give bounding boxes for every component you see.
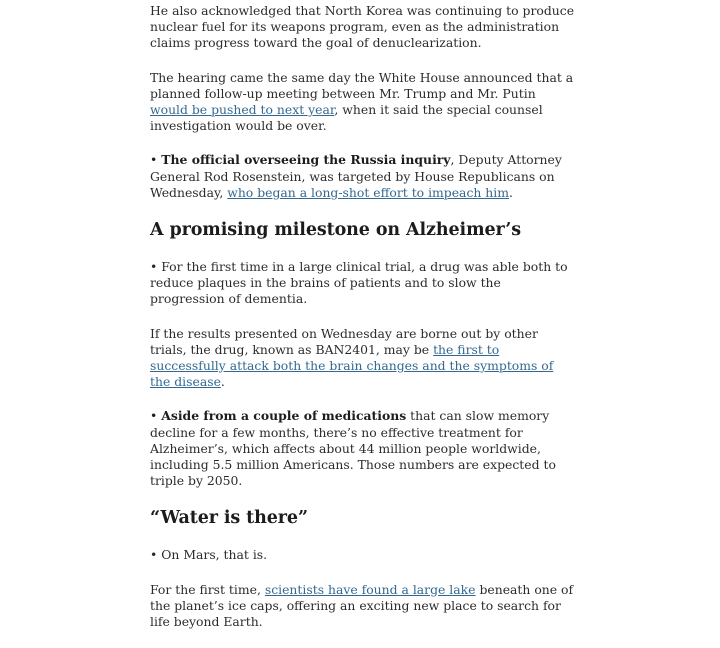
bullet: • [150, 152, 158, 168]
bold-lead: Aside from a couple of medications [161, 408, 407, 424]
link-brain-changes[interactable]: the first to successfully attack both the brain changes and the symptoms of the disease [150, 341, 554, 390]
paragraph-text: , Deputy Attorney General Rod Rosenstein, was targeted by House Republicans on Wednesday, [150, 152, 562, 200]
paragraph-ban2401 [150, 326, 575, 391]
paragraph-text: beneath one of the planet’s ice caps, offering an exciting new place to search for life beyond Earth. [150, 581, 574, 630]
paragraph-text: • For the first time in a large clinical trial, a drug was able both to reduce plaques in the brains of patients and to slow the progression of dementia. [150, 259, 568, 307]
paragraph-text: , when it said the special counsel investigation would be over. [150, 102, 543, 134]
paragraph-rosenstein [150, 152, 575, 201]
paragraph-north-korea [150, 3, 575, 52]
paragraph-text: . [509, 184, 513, 200]
link-impeach-effort[interactable]: who began a long-shot effort to impeach him [227, 184, 509, 200]
paragraph-hearing [150, 70, 575, 135]
paragraph-lake [150, 582, 575, 631]
link-large-lake[interactable]: scientists have found a large lake [264, 581, 476, 597]
section-heading-water: “Water is there” [150, 508, 308, 529]
paragraph-mars [150, 547, 575, 563]
bold-lead: The official overseeing the Russia inquiry [161, 152, 451, 168]
paragraph-text: • On Mars, that is. [150, 547, 268, 563]
section-heading-alzheimers: A promising milestone on Alzheimer’s [150, 220, 522, 241]
paragraph-text: For the first time, [150, 581, 265, 597]
paragraph-text: The hearing came the same day the White House announced that a planned follow-up meeting between Mr. Trump and Mr. Putin [150, 69, 574, 101]
paragraph-medications [150, 408, 575, 489]
paragraph-text: He also acknowledged that North Korea was continuing to produce nuclear fuel for its weapons program, even as the administration claims progress toward the goal of denuclearization. [150, 3, 575, 51]
paragraph-text: that can slow memory decline for a few months, there’s no effective treatment for Alzheimer’s, which affects about 44 million people worldwide, including 5.5 million Americans. Those numbers are expected to triple by 2050. [150, 408, 556, 489]
paragraph-clinical-trial [150, 259, 575, 308]
link-pushed-to-next-year[interactable]: would be pushed to next year [150, 102, 335, 118]
paragraph-text: If the results presented on Wednesday are borne out by other trials, the drug, known as BAN2401, may be [150, 325, 538, 357]
article-body [150, 3, 575, 648]
paragraph-text: . [220, 374, 225, 390]
bullet: • [150, 408, 158, 424]
